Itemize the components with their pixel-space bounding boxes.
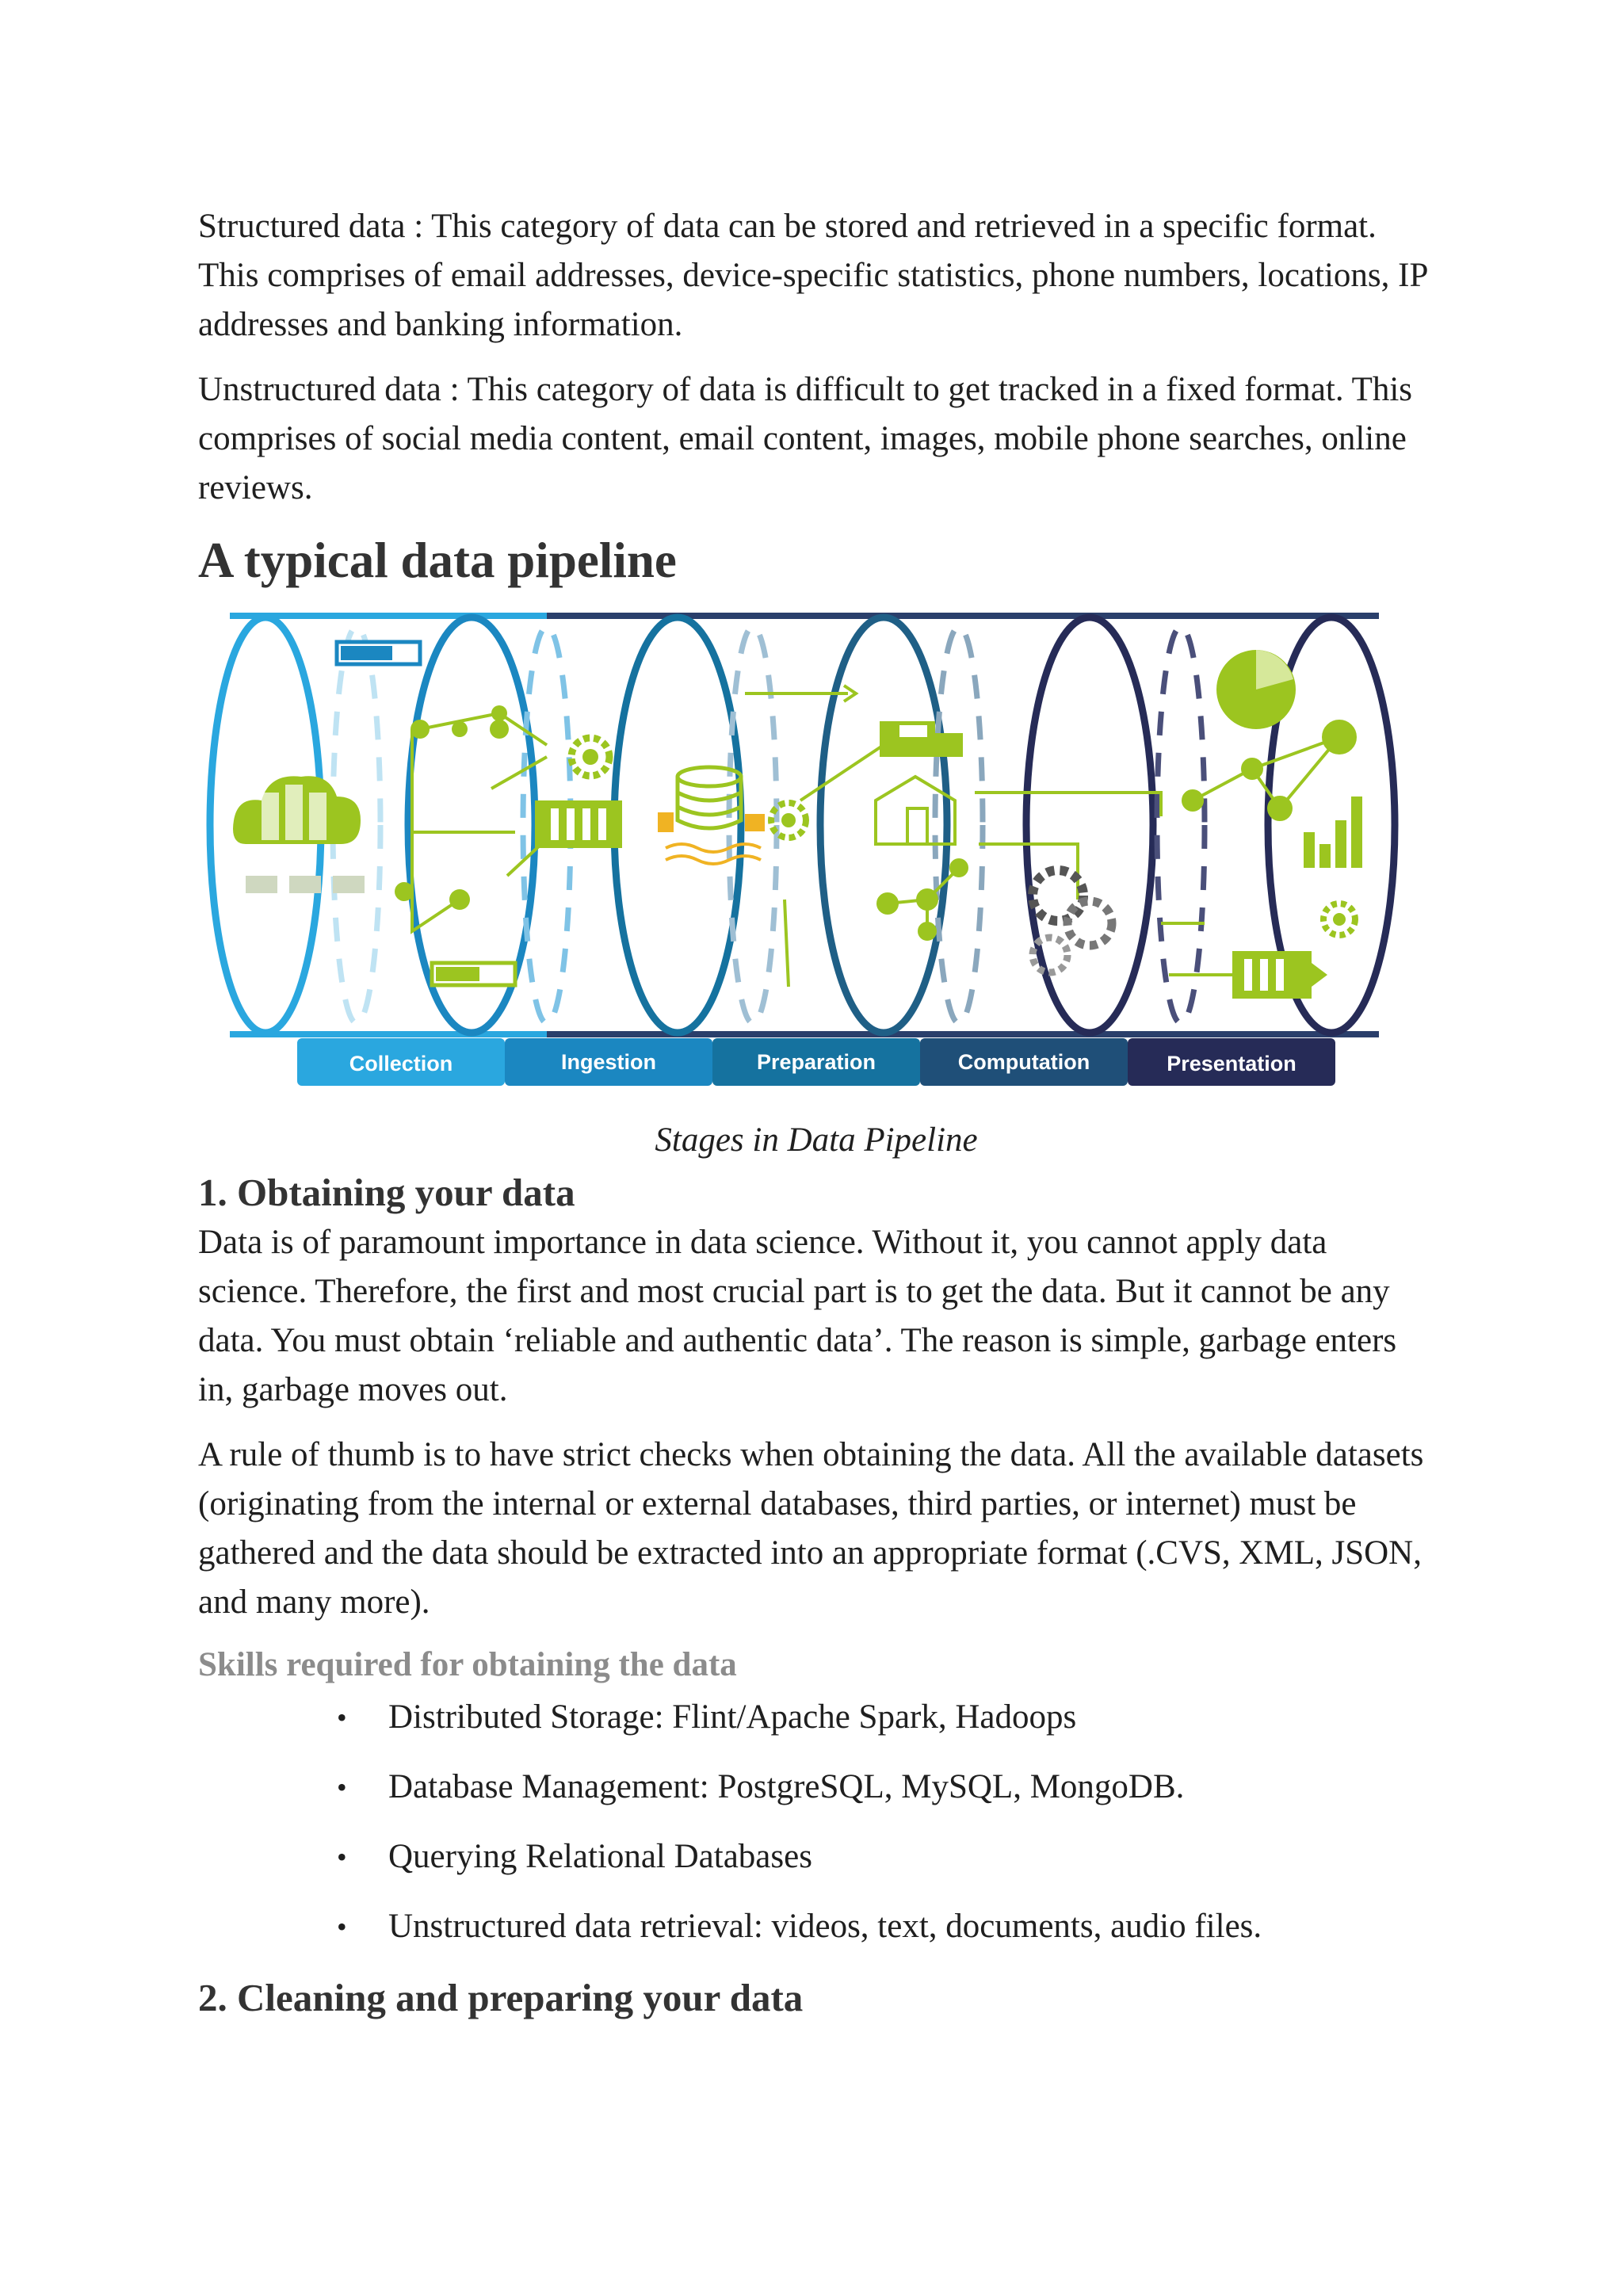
stage-label-computation	[920, 1038, 1128, 1086]
pie-chart-icon	[1216, 650, 1296, 729]
structured-data-paragraph: Structured data : This category of data can be stored and retrieved in a specific format. This comprises of email addresses, device-specific statistics, phone numbers, locations, IP addresses and banking information.	[198, 208, 1427, 343]
document-content	[198, 202, 1434, 2023]
obtaining-heading: 1. Obtaining your data	[198, 1171, 575, 1214]
list-item	[337, 1903, 1434, 1950]
bar-chart-icon	[1304, 797, 1362, 868]
network-nodes-icon	[878, 860, 967, 939]
list-item	[337, 1763, 1434, 1811]
stage-label-text: Ingestion	[561, 1050, 656, 1074]
obtaining-paragraph-1: Data is of paramount importance in data science. Without it, you cannot apply data science. Therefore, the first and most crucial part is to get the data. But it cannot be any data. You must obtain ‘reliable and authentic data’. The reason is simple, garbage enters in, garbage moves out.	[198, 1224, 1397, 1408]
skills-list	[198, 1694, 1434, 1950]
gear-icon	[1323, 904, 1355, 935]
stage-label-text: Preparation	[756, 1050, 876, 1074]
bullet-icon: •	[337, 1911, 347, 1943]
cleaning-heading: 2. Cleaning and preparing your data	[198, 1976, 804, 2019]
list-item-text: Distributed Storage: Flint/Apache Spark, Hadoops	[388, 1698, 1077, 1736]
stage-label-text: Collection	[349, 1052, 453, 1075]
stage-label-text: Presentation	[1167, 1052, 1296, 1075]
stage-label-preparation	[712, 1038, 920, 1086]
figure-caption: Stages in Data Pipeline	[655, 1121, 978, 1159]
stage-label-text: Computation	[957, 1050, 1090, 1074]
stage-label-collection	[297, 1038, 505, 1086]
computation-ring	[820, 617, 983, 1033]
list-item-text: Unstructured data retrieval: videos, text, documents, audio files.	[388, 1908, 1262, 1945]
pipeline-figure	[198, 606, 1434, 1106]
obtaining-paragraph-2: A rule of thumb is to have strict checks when obtaining the data. All the available datasets (originating from the internal or external databases, third parties, or internet) must be gathered and the data should be extracted into an appropriate format (.CVS, XML, JSON, and many more).	[198, 1436, 1424, 1621]
bullet-icon: •	[337, 1702, 347, 1733]
gear-icon	[571, 738, 609, 776]
gears-icon	[1033, 870, 1112, 972]
section-title: A typical data pipeline	[198, 533, 677, 588]
unstructured-data-paragraph: Unstructured data : This category of data is difficult to get tracked in a fixed format. This comprises of social media content, email content, images, mobile phone searches, online reviews.	[198, 371, 1413, 506]
bullet-icon: •	[337, 1771, 347, 1803]
stage-label-ingestion	[505, 1038, 712, 1086]
pipeline-illustration	[198, 606, 1434, 1106]
list-item	[337, 1694, 1434, 1741]
list-item-text: Database Management: PostgreSQL, MySQL, MongoDB.	[388, 1768, 1185, 1805]
stage-label-presentation	[1128, 1038, 1335, 1086]
skills-heading: Skills required for obtaining the data	[198, 1646, 737, 1683]
chart-panel-icon	[880, 721, 963, 757]
filter-box-icon	[535, 800, 622, 848]
list-item	[337, 1833, 1434, 1881]
database-icon	[658, 767, 765, 864]
cloud-servers-icon	[233, 776, 365, 893]
list-item-text: Querying Relational Databases	[388, 1838, 812, 1875]
filter-box-icon	[1232, 951, 1327, 999]
bullet-icon: •	[337, 1841, 347, 1873]
